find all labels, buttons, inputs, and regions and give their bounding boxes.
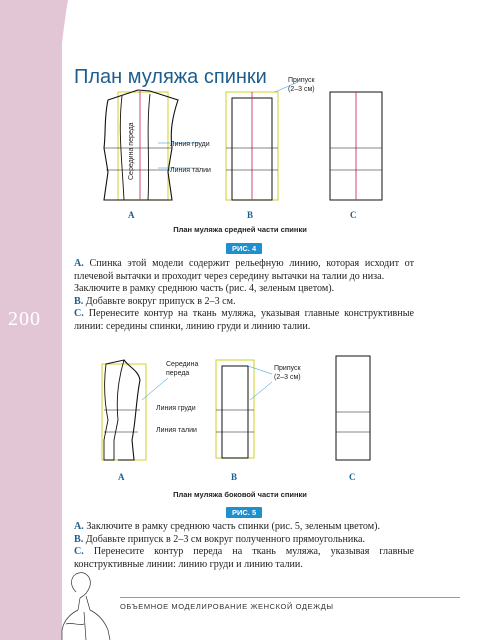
t4-letter-b: B. [74, 295, 84, 307]
footer-divider [120, 597, 460, 598]
t4-p3: Добавьте вокруг припуск в 2–3 см. [85, 295, 236, 307]
fig4-letter-b: B [247, 210, 254, 220]
fig5-letter-b: B [231, 472, 238, 482]
t4-p1: Спинка этой модели содержит рельефную линию, которая исходит от плечевой вытачки и проходит через середину вытачки на талии до низа. [74, 258, 414, 282]
fig5-center-front-label-1: Середина [166, 361, 199, 368]
fig5-caption: План муляжа боковой части спинки [173, 490, 307, 499]
page-title: План муляжа спинки [74, 66, 267, 88]
page-number: 200 [8, 308, 41, 330]
fig5-allowance-label-1: Припуск [274, 365, 301, 372]
fig4-allowance-label-1: Припуск [288, 77, 315, 84]
fig5-letter-a: A [118, 472, 125, 482]
fig5-badge: РИС. 5 [226, 507, 262, 518]
fig5-letter-c: C [349, 472, 356, 482]
fig4-letter-c: C [350, 210, 357, 220]
t4-p2: Заключите в рамку среднюю часть (рис. 4, зеленым цветом). [74, 283, 335, 295]
fig5-center-front-label-2: переда [166, 370, 190, 377]
t5-letter-a: A. [74, 521, 84, 532]
fig4-caption: План муляжа средней части спинки [173, 225, 307, 234]
t4-p4: Перенесите контур на ткань муляжа, указывая главные конструктивные линии: середины спинки, линию груди и линию талии. [74, 308, 414, 332]
fig5-waist-line-label: Линия талии [156, 427, 197, 434]
fig4-allowance-label-2: (2–3 см) [288, 86, 315, 93]
t5-letter-b: B. [74, 533, 84, 545]
t5-p1: Заключите в рамку среднюю часть спинки (рис. 5, зеленым цветом). [86, 521, 381, 532]
fig5-allowance-label-2: (2–3 см) [274, 374, 301, 381]
fig4-badge: РИС. 4 [226, 243, 262, 254]
t4-letter-c: C. [74, 308, 84, 320]
footer-text: ОБЪЕМНОЕ МОДЕЛИРОВАНИЕ ЖЕНСКОЙ ОДЕЖДЫ [120, 602, 334, 611]
t5-p3: Перенесите контур переда на ткань муляжа, указывая главные конструктивные линии: линию груди и линию талии. [74, 546, 414, 570]
t5-p2: Добавьте припуск в 2–3 см вокруг полученного прямоугольника. [85, 533, 366, 545]
fig4-waist-line-label: Линия талии [170, 167, 211, 174]
t5-letter-c: C. [74, 546, 84, 558]
fig4-letter-a: A [128, 210, 135, 220]
fig5-bust-line-label: Линия груди [156, 405, 196, 412]
t4-letter-a: A. [74, 258, 84, 269]
fig4-bust-line-label: Линия груди [170, 141, 210, 148]
fig4-center-front-label: Середина переда [128, 122, 135, 180]
